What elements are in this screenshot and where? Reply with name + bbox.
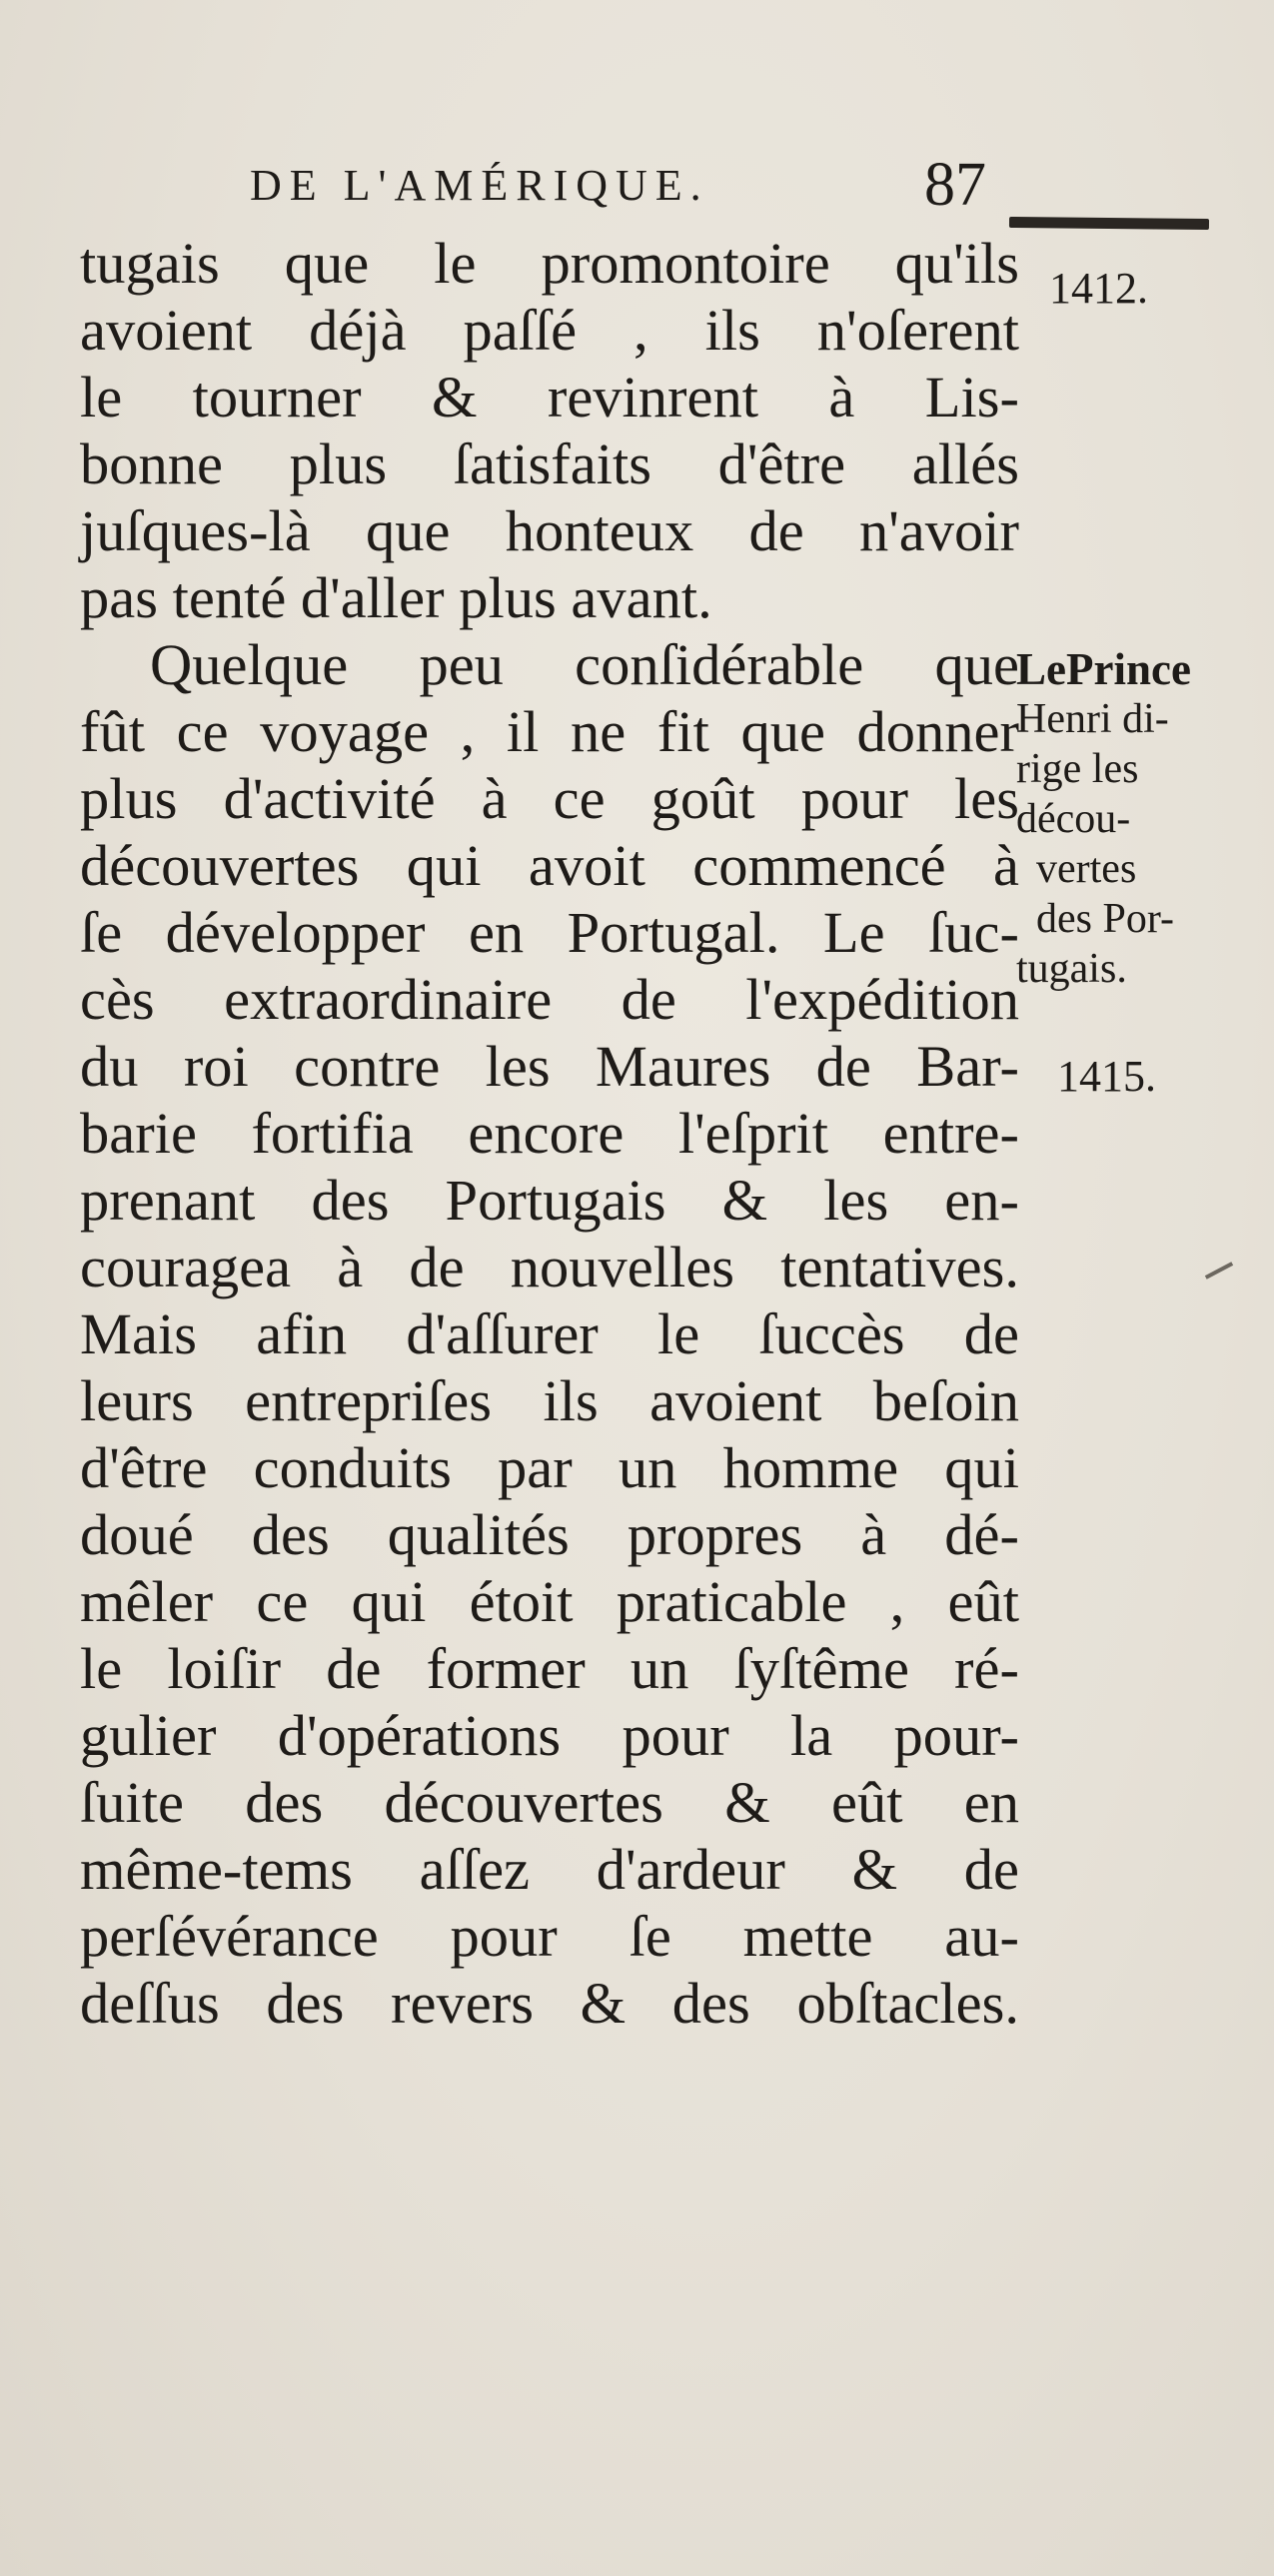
text-line: mêler ce qui étoit praticable , eût: [80, 1569, 1019, 1634]
text-line: le loiſir de former un ſyſtême ré-: [80, 1636, 1019, 1701]
text-line: couragea à de nouvelles tentatives.: [80, 1235, 1019, 1299]
text-line: découvertes qui avoit commencé à: [80, 833, 1019, 898]
marginal-note: [1016, 644, 1261, 994]
marginal-note-line: rige les: [1016, 746, 1139, 792]
text-line: juſques-là que honteux de n'avoir: [80, 498, 1019, 563]
text-line: cès extraordinaire de l'expédition: [80, 967, 1019, 1032]
text-line: avoient déjà paſſé , ils n'oſerent: [80, 298, 1019, 363]
page-header: [250, 150, 989, 220]
running-title: DE L'AMÉRIQUE.: [250, 161, 709, 210]
text-line: gulier d'opérations pour la pour-: [80, 1703, 1019, 1768]
text-line: doué des qualités propres à dé-: [80, 1502, 1019, 1567]
text-line: bonne plus ſatisfaits d'être allés: [80, 431, 1019, 496]
text-line: du roi contre les Maures de Bar-: [80, 1034, 1019, 1099]
marginal-note-line: des Por-: [1036, 896, 1174, 942]
ink-mark: [1205, 1262, 1233, 1280]
margin-year-top: 1412.: [1049, 264, 1148, 313]
marginal-note-line: LePrince: [1016, 644, 1191, 694]
text-line: tugais que le promontoire qu'ils: [80, 231, 1019, 296]
text-line: d'être conduits par un homme qui: [80, 1435, 1019, 1500]
text-line: plus d'activité à ce goût pour les: [80, 766, 1019, 831]
text-line: Mais afin d'aſſurer le ſuccès de: [80, 1301, 1019, 1366]
marginal-note-line: Henri di-: [1016, 696, 1169, 742]
text-line: deſſus des revers & des obſtacles.: [80, 1971, 1019, 2036]
text-line: ſuite des découvertes & eût en: [80, 1770, 1019, 1835]
marginal-note-line: tugais.: [1016, 946, 1127, 992]
text-line: pas tenté d'aller plus avant.: [80, 565, 712, 630]
text-line: perſévérance pour ſe mette au-: [80, 1904, 1019, 1969]
marginal-note-line: vertes: [1036, 846, 1137, 892]
marginal-note-line: décou-: [1016, 796, 1131, 842]
margin-year-bottom: 1415.: [1057, 1052, 1156, 1101]
text-line: même-tems aſſez d'ardeur & de: [80, 1837, 1019, 1902]
text-line: le tourner & revinrent à Lis-: [80, 365, 1019, 429]
text-line: ſe développer en Portugal. Le ſuc-: [80, 900, 1019, 965]
header-rule: [1009, 217, 1209, 230]
page-number: 87: [924, 151, 986, 219]
text-line: leurs entrepriſes ils avoient beſoin: [80, 1368, 1019, 1433]
paragraph-start-line: Quelque peu conſidérable que: [150, 632, 1019, 697]
text-line: barie fortifia encore l'eſprit entre-: [80, 1101, 1019, 1166]
text-line: fût ce voyage , il ne fit que donner: [80, 699, 1019, 764]
text-line: prenant des Portugais & les en-: [80, 1168, 1019, 1233]
body-text: [80, 230, 1019, 2037]
